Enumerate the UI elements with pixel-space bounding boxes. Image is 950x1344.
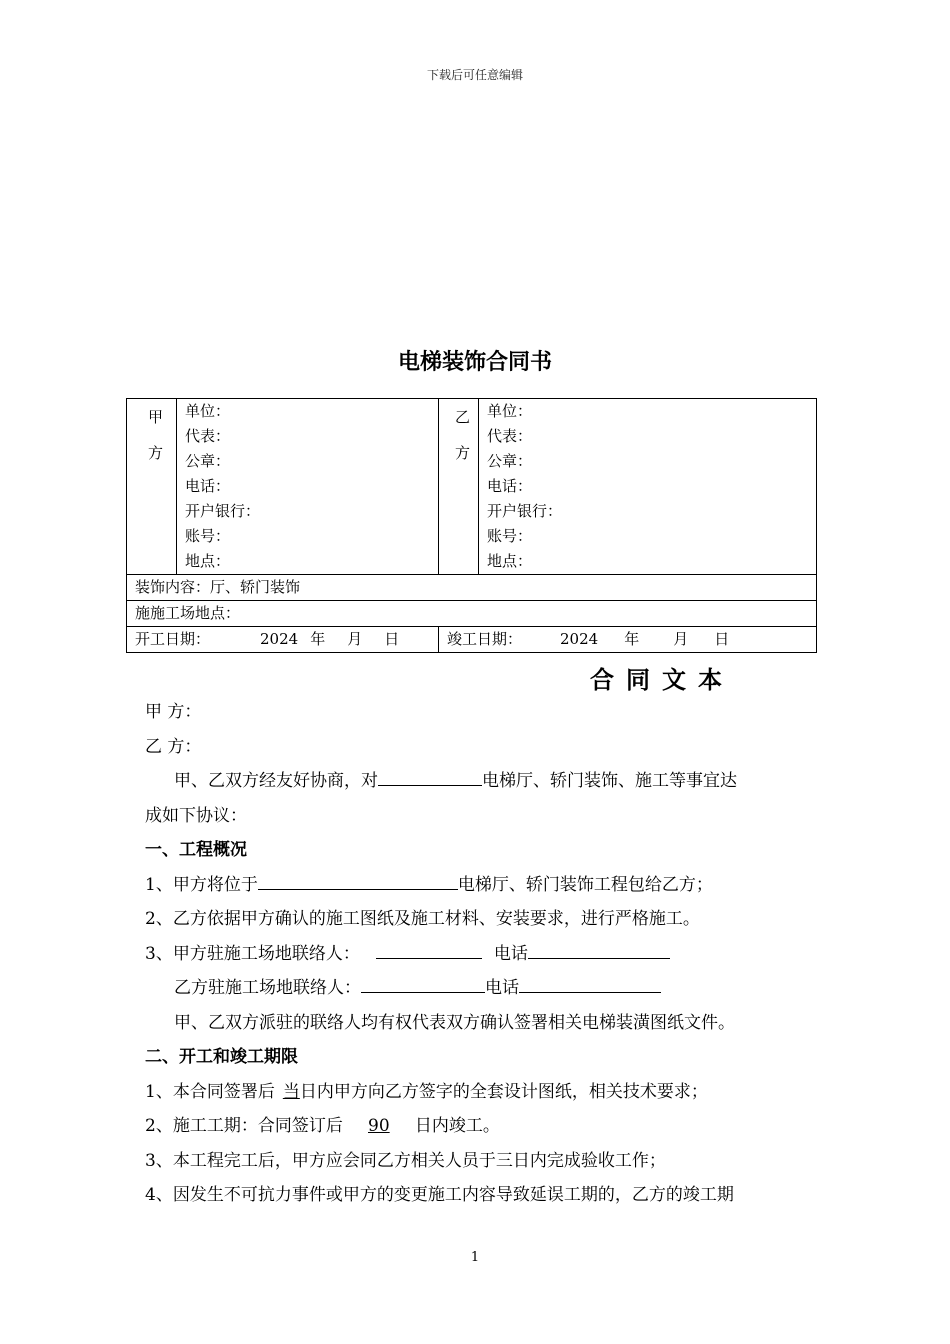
party-a-bank: 开户银行： [185, 502, 261, 520]
party-a-fields [177, 399, 439, 575]
party-a-label: 甲 方 [127, 399, 177, 575]
contract-info-table [126, 398, 817, 653]
section-2-item-2: 2、施工工期：合同签订后 90 日内竣工。 [145, 1109, 825, 1144]
site-location: 施施工场地点： [127, 601, 817, 627]
blank-line [528, 938, 670, 959]
party-a-phone: 电话： [185, 477, 231, 495]
section-1-item-3b: 乙方驻施工场地联络人： 电话 [145, 971, 825, 1006]
blank-line [378, 765, 482, 786]
party-a-address: 地点： [185, 552, 231, 570]
party-b-line: 乙 方： [145, 736, 202, 757]
party-b-representative: 代表： [487, 427, 533, 445]
intro-line-2: 成如下协议： [145, 805, 247, 826]
document-title: 电梯装饰合同书 [397, 350, 552, 375]
end-year: 2024 [560, 630, 599, 648]
party-b-seal: 公章： [487, 452, 533, 470]
party-b-bank: 开户银行： [487, 502, 563, 520]
party-b-unit: 单位： [487, 402, 533, 420]
contract-body [145, 695, 825, 1213]
blank-line [361, 972, 485, 993]
header-note: 下载后可任意编辑 [426, 68, 523, 82]
party-b-label: 乙 方 [439, 399, 479, 575]
contract-text-heading: 合同文本 [590, 666, 734, 694]
construction-days: 90 [368, 1116, 390, 1136]
blank-line [519, 972, 661, 993]
intro-line-1: 甲、乙双方经友好协商，对 电梯厅、轿门装饰、施工等事宜达 [145, 764, 825, 799]
section-2-item-4: 4、因发生不可抗力事件或甲方的变更施工内容导致延误工期的，乙方的竣工期 [145, 1185, 734, 1205]
party-b-phone: 电话： [487, 477, 533, 495]
party-b-fields [479, 399, 817, 575]
section-2-item-1: 1、本合同签署后 当日内甲方向乙方签字的全套设计图纸，相关技术要求； [145, 1081, 708, 1102]
section-1-item-2: 2、乙方依据甲方确认的施工图纸及施工材料、安装要求，进行严格施工。 [145, 909, 700, 929]
party-a-unit: 单位： [185, 402, 231, 420]
party-b-address: 地点： [487, 552, 533, 570]
section-1-heading: 一、工程概况 [145, 840, 247, 860]
section-2-heading: 二、开工和竣工期限 [145, 1047, 298, 1067]
start-date: 开工日期： 2024 年 月 日 [127, 627, 439, 653]
blank-line [376, 938, 482, 959]
section-1-item-1: 1、甲方将位于 电梯厅、轿门装饰工程包给乙方； [145, 868, 825, 903]
section-1-item-3c: 甲、乙双方派驻的联络人均有权代表双方确认签署相关电梯装潢图纸文件。 [174, 1012, 735, 1033]
party-a-seal: 公章： [185, 452, 231, 470]
end-date: 竣工日期： 2024 年 月 日 [439, 627, 817, 653]
party-b-account: 账号： [487, 527, 533, 545]
party-a-representative: 代表： [185, 427, 231, 445]
party-a-account: 账号： [185, 527, 231, 545]
section-2-item-3: 3、本工程完工后，甲方应会同乙方相关人员于三日内完成验收工作； [145, 1150, 666, 1171]
section-1-item-3: 3、甲方驻施工场地联络人： 电话 [145, 937, 825, 972]
start-year: 2024 [260, 630, 299, 648]
blank-line [258, 869, 458, 890]
page-number: 1 [470, 1250, 480, 1265]
decoration-content: 装饰内容：厅、轿门装饰 [127, 575, 817, 601]
party-a-line: 甲 方： [145, 702, 202, 722]
